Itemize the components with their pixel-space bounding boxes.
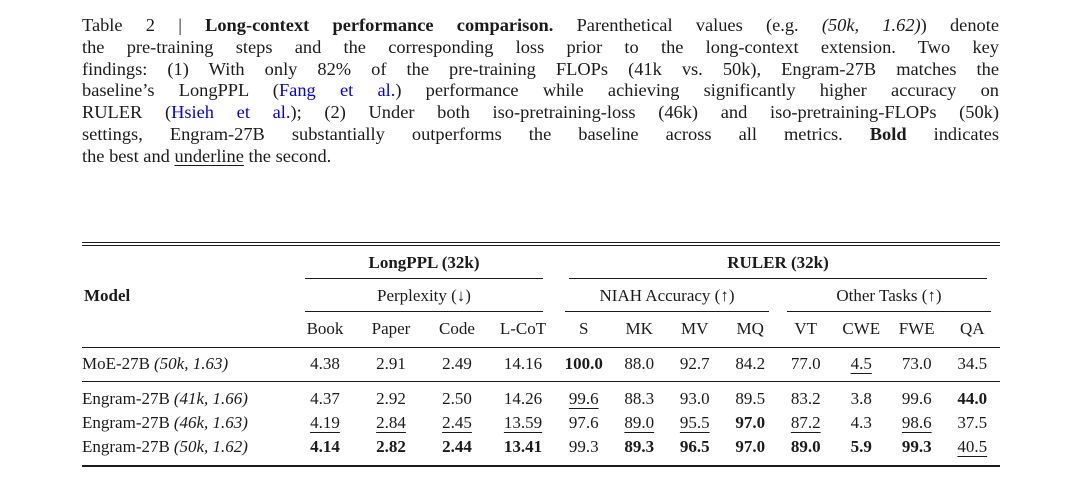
column-header-qa: QA xyxy=(959,318,985,338)
column-header-mq: MQ xyxy=(736,318,764,338)
row-label-params: (41k, 1.66) xyxy=(173,388,248,408)
group-header-ruler: RULER (32k) xyxy=(556,244,1000,279)
metric-cell: 98.6 xyxy=(901,412,932,432)
metric-cell: 2.44 xyxy=(442,436,472,456)
column-header-code: Code xyxy=(439,318,475,338)
metric-cell: 13.41 xyxy=(503,436,543,456)
metric-cell: 14.16 xyxy=(490,347,556,381)
caption-text: RULER ( xyxy=(82,102,172,123)
column-header-s: S xyxy=(579,318,589,338)
row-label-params: (50k, 1.63) xyxy=(154,353,229,373)
caption-line xyxy=(82,124,999,146)
caption-text: settings, Engram-27B substantially outperforms the baseline across all metrics. xyxy=(82,123,870,144)
metric-cell: 2.45 xyxy=(442,412,472,432)
metric-cell: 3.8 xyxy=(850,388,872,408)
metric-cell: 99.6 xyxy=(901,388,932,408)
page xyxy=(0,15,1080,484)
column-header-model: Model xyxy=(84,286,131,306)
caption-text: findings: (1) With only 82% of the pre-training FLOPs (41k vs. 50k), Engram-27B matches the xyxy=(82,58,999,79)
row-label-params: (50k, 1.62) xyxy=(173,436,248,456)
metric-cell: 13.59 xyxy=(503,412,543,432)
caption-line xyxy=(82,102,999,124)
table-row-engram-41k xyxy=(82,381,1000,411)
metric-cell: 87.2 xyxy=(790,412,821,432)
caption-text: Table 2 | xyxy=(82,15,206,35)
metric-cell: 34.5 xyxy=(945,347,1001,381)
metric-cell: 14.26 xyxy=(503,388,543,408)
row-label: Engram-27B (46k, 1.63) xyxy=(82,412,248,432)
header-group-row xyxy=(82,244,1000,279)
metric-cell: 99.3 xyxy=(901,436,932,456)
metric-cell: 4.14 xyxy=(310,436,340,456)
metric-cell: 44.0 xyxy=(957,388,988,408)
metric-cell: 92.7 xyxy=(667,347,723,381)
metric-cell: 83.2 xyxy=(790,388,821,408)
column-header-cwe: CWE xyxy=(842,318,881,338)
caption-text: ) performance while achieving significantly higher accuracy on xyxy=(395,80,999,101)
caption-text: ); (2) Under both iso-pretraining-loss (46k) and iso-pretraining-FLOPs (50k) xyxy=(290,102,999,123)
table-row-engram-50k xyxy=(82,435,1000,466)
caption-text: indicates xyxy=(906,123,999,144)
metric-cell: 88.3 xyxy=(624,388,655,408)
metric-cell: 2.82 xyxy=(376,436,406,456)
column-header-fwe: FWE xyxy=(898,318,935,338)
metric-cell: 2.50 xyxy=(442,388,472,408)
row-label: Engram-27B (50k, 1.62) xyxy=(82,436,248,456)
caption-text: baseline’s LongPPL ( xyxy=(82,80,279,101)
metric-cell: 40.5 xyxy=(957,436,988,456)
subgroup-header-niah: NIAH Accuracy (↑) xyxy=(556,279,778,312)
group-header-longppl: LongPPL (32k) xyxy=(292,244,556,279)
caption-text: the best and xyxy=(82,145,175,166)
metric-cell: 2.84 xyxy=(376,412,406,432)
metric-cell: 95.5 xyxy=(679,412,710,432)
column-header-lcot: L-CoT xyxy=(499,318,547,338)
column-header-vt: VT xyxy=(794,318,818,338)
table-row-engram-46k xyxy=(82,411,1000,435)
table-caption xyxy=(82,15,999,168)
metric-cell: 2.91 xyxy=(358,347,424,381)
metric-cell: 89.5 xyxy=(735,388,766,408)
metric-cell: 5.9 xyxy=(850,436,872,456)
metric-cell: 2.49 xyxy=(424,347,490,381)
metric-cell: 89.0 xyxy=(624,412,655,432)
row-label-params: (46k, 1.63) xyxy=(173,412,248,432)
row-label: MoE-27B (50k, 1.63) xyxy=(82,347,292,381)
caption-underline-keyword: underline xyxy=(174,145,244,166)
caption-line xyxy=(82,37,999,59)
caption-line xyxy=(82,80,999,102)
metric-cell: 96.5 xyxy=(679,436,710,456)
citation-link-fang[interactable]: Fang et al. xyxy=(278,80,396,101)
caption-bold-keyword: Bold xyxy=(869,123,907,144)
caption-text: ) denote xyxy=(920,15,999,35)
metric-cell: 97.0 xyxy=(735,412,766,432)
caption-title: Long-context performance comparison. xyxy=(205,15,554,35)
column-header-mk: MK xyxy=(625,318,653,338)
row-label: Engram-27B (41k, 1.66) xyxy=(82,388,248,408)
metric-cell: 84.2 xyxy=(723,347,779,381)
citation-link-hsieh[interactable]: Hsieh et al. xyxy=(171,102,291,123)
metric-cell: 97.0 xyxy=(735,436,766,456)
metric-cell: 77.0 xyxy=(778,347,834,381)
results-table xyxy=(82,242,1000,467)
caption-line xyxy=(82,146,999,168)
metric-cell: 100.0 xyxy=(556,347,612,381)
metric-cell: 4.37 xyxy=(310,388,340,408)
caption-line xyxy=(82,15,999,37)
metric-cell: 89.3 xyxy=(624,436,655,456)
metric-cell: 97.6 xyxy=(568,412,599,432)
table-container xyxy=(82,242,1080,467)
table-row-moe-27b xyxy=(82,347,1000,381)
caption-line xyxy=(82,59,999,81)
metric-cell: 93.0 xyxy=(679,388,710,408)
metric-cell: 89.0 xyxy=(790,436,821,456)
metric-cell: 4.5 xyxy=(834,347,890,381)
metric-cell: 4.19 xyxy=(310,412,340,432)
metric-cell: 99.3 xyxy=(568,436,599,456)
caption-text: the second. xyxy=(243,145,332,166)
metric-cell: 88.0 xyxy=(612,347,668,381)
metric-cell: 37.5 xyxy=(957,412,988,432)
caption-example-value: (50k, 1.62) xyxy=(821,15,921,35)
metric-cell: 4.38 xyxy=(292,347,358,381)
metric-cell: 99.6 xyxy=(568,388,599,408)
subgroup-header-perplexity: Perplexity (↓) xyxy=(292,279,556,312)
subgroup-header-other: Other Tasks (↑) xyxy=(778,279,1000,312)
metric-cell: 2.92 xyxy=(376,388,406,408)
metric-cell: 73.0 xyxy=(889,347,945,381)
column-header-paper: Paper xyxy=(371,318,411,338)
caption-text: Parenthetical values (e.g. xyxy=(553,15,822,35)
caption-text: the pre-training steps and the corresponding loss prior to the long-context extension. Two key xyxy=(82,36,999,57)
metric-cell: 4.3 xyxy=(850,412,872,432)
column-header-book: Book xyxy=(306,318,344,338)
column-header-mv: MV xyxy=(681,318,709,338)
